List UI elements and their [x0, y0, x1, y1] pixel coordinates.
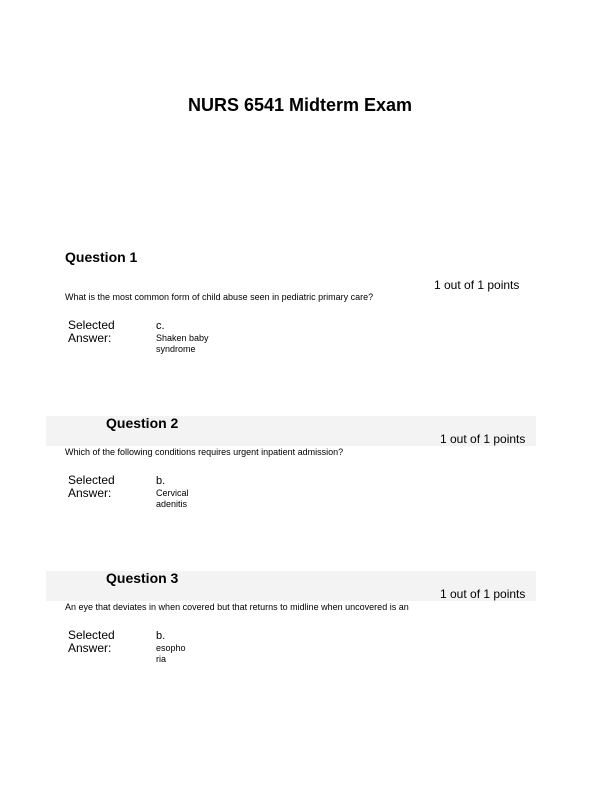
answer-text-line2: adenitis [156, 499, 188, 509]
question-heading: Question 1 [65, 249, 138, 265]
question-heading: Question 2 [106, 415, 179, 431]
selected-answer-label [68, 319, 138, 345]
selected-answer-label [68, 474, 138, 500]
question-text: What is the most common form of child abuse seen in pediatric primary care? [65, 292, 374, 302]
selected-answer-label-line1: Selected [68, 473, 115, 487]
question-heading: Question 3 [106, 570, 179, 586]
question-points: 1 out of 1 points [440, 587, 526, 601]
answer-letter: b. [156, 630, 166, 642]
page-title: NURS 6541 Midterm Exam [187, 95, 413, 115]
question-points: 1 out of 1 points [434, 278, 520, 292]
selected-answer-label-line1: Selected [68, 628, 115, 642]
selected-answer-label-line1: Selected [68, 318, 115, 332]
selected-answer-label-line2: Answer: [68, 331, 112, 345]
selected-answer-label [68, 629, 138, 655]
answer-letter: c. [156, 320, 165, 332]
question-points: 1 out of 1 points [440, 432, 526, 446]
selected-answer-label-line2: Answer: [68, 641, 112, 655]
answer-text [156, 643, 226, 665]
answer-text-line1: esopho [156, 643, 186, 653]
answer-text [156, 333, 226, 355]
question-text: An eye that deviates in when covered but that returns to midline when uncovered is an [65, 602, 409, 612]
answer-text-line2: ria [156, 654, 167, 664]
answer-text-line2: syndrome [156, 344, 196, 354]
answer-letter: b. [156, 475, 166, 487]
question-text: Which of the following conditions requires urgent inpatient admission? [65, 447, 344, 457]
answer-text-line1: Cervical [156, 488, 189, 498]
selected-answer-label-line2: Answer: [68, 486, 112, 500]
answer-text-line1: Shaken baby [156, 333, 209, 343]
answer-text [156, 488, 226, 510]
